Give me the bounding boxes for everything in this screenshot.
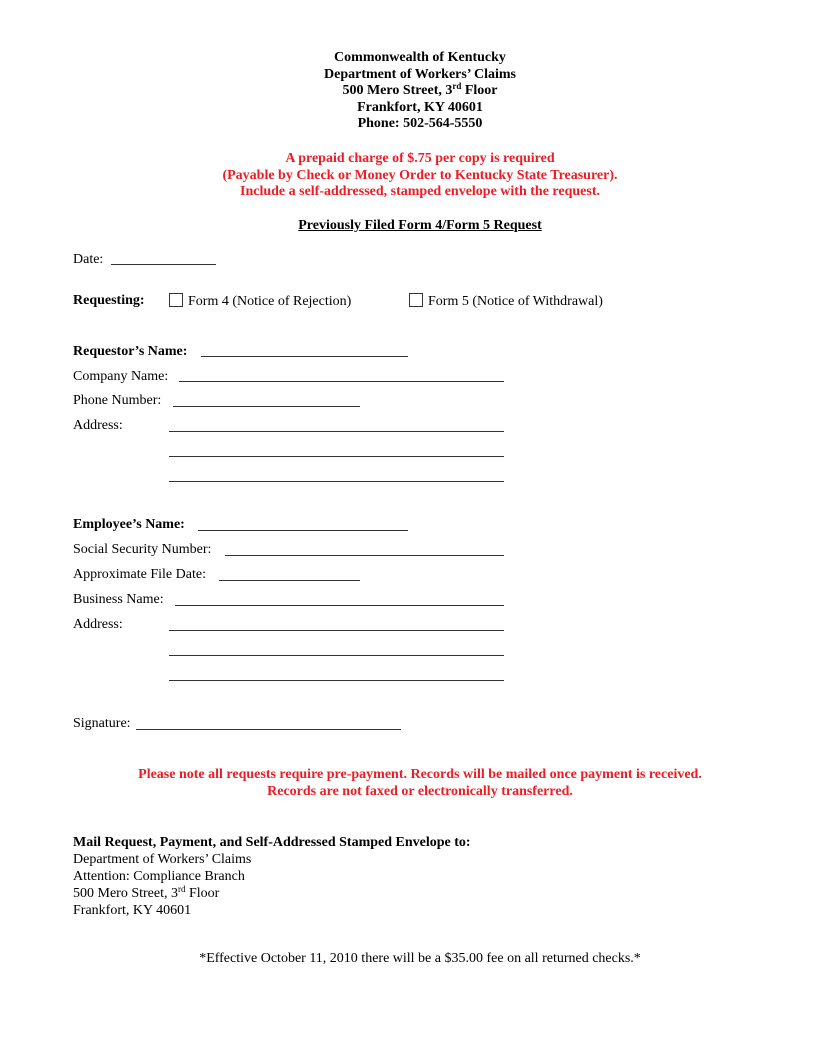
requestor-name-label: Requestor’s Name: [73, 344, 188, 359]
ssn-label: Social Security Number: [73, 542, 212, 557]
employee-address-line-1[interactable] [169, 630, 504, 631]
requesting-label: Requesting: [73, 293, 145, 308]
employee-name-field[interactable] [198, 530, 408, 531]
returned-check-fee-note: *Effective October 11, 2010 there will be a $35.00 fee on all returned checks.* [199, 951, 641, 966]
mail-to-attention: Attention: Compliance Branch [73, 869, 245, 884]
form5-checkbox[interactable] [409, 293, 423, 307]
prepaid-charge-notice: A prepaid charge of $.75 per copy is required (Payable by Check or Money Order to Kentucky State Treasurer). Include a self-addressed, stamped envelope with the request. [222, 151, 618, 200]
business-name-field[interactable] [175, 605, 504, 606]
phone-number-label: Phone Number: [73, 393, 162, 408]
date-label: Date: [73, 252, 104, 267]
mail-to-heading: Mail Request, Payment, and Self-Addressed Stamped Envelope to: [73, 835, 471, 850]
requestor-address-line-2[interactable] [169, 456, 504, 457]
signature-field[interactable] [136, 729, 401, 730]
mail-to-street: 500 Mero Street, 3rd Floor [73, 884, 220, 901]
requestor-address-line-3[interactable] [169, 481, 504, 482]
file-date-label: Approximate File Date: [73, 567, 206, 582]
ssn-field[interactable] [225, 555, 504, 556]
form-title: Previously Filed Form 4/Form 5 Request [298, 218, 542, 233]
mail-to-block [73, 834, 471, 919]
company-name-field[interactable] [179, 381, 504, 382]
requestor-address-line-1[interactable] [169, 431, 504, 432]
header-line-department: Department of Workers’ Claims [324, 66, 516, 82]
employee-name-label: Employee’s Name: [73, 517, 185, 532]
business-name-label: Business Name: [73, 592, 164, 607]
header-line-phone: Phone: 502-564-5550 [357, 116, 483, 132]
header-line-street: 500 Mero Street, 3rd Floor [342, 81, 498, 99]
mail-to-city: Frankfort, KY 40601 [73, 903, 192, 918]
requestor-address-label: Address: [73, 418, 123, 433]
employee-address-line-3[interactable] [169, 680, 504, 681]
requestor-name-field[interactable] [201, 356, 408, 357]
form4-checkbox[interactable] [169, 293, 183, 307]
signature-label: Signature: [73, 716, 131, 731]
employee-address-line-2[interactable] [169, 655, 504, 656]
phone-number-field[interactable] [173, 406, 360, 407]
form5-option[interactable]: Form 5 (Notice of Withdrawal) [409, 293, 603, 310]
agency-header [0, 50, 816, 133]
form4-option[interactable]: Form 4 (Notice of Rejection) [169, 293, 351, 310]
header-line-state: Commonwealth of Kentucky [334, 50, 506, 65]
company-name-label: Company Name: [73, 369, 169, 384]
prepayment-notice: Please note all requests require pre-payment. Records will be mailed once payment is received. Records are not faxed or electronically transferred. [138, 767, 702, 799]
file-date-field[interactable] [219, 580, 360, 581]
employee-address-label: Address: [73, 617, 123, 632]
header-line-city: Frankfort, KY 40601 [357, 99, 483, 115]
mail-to-department: Department of Workers’ Claims [73, 852, 252, 867]
date-field[interactable] [111, 264, 216, 265]
